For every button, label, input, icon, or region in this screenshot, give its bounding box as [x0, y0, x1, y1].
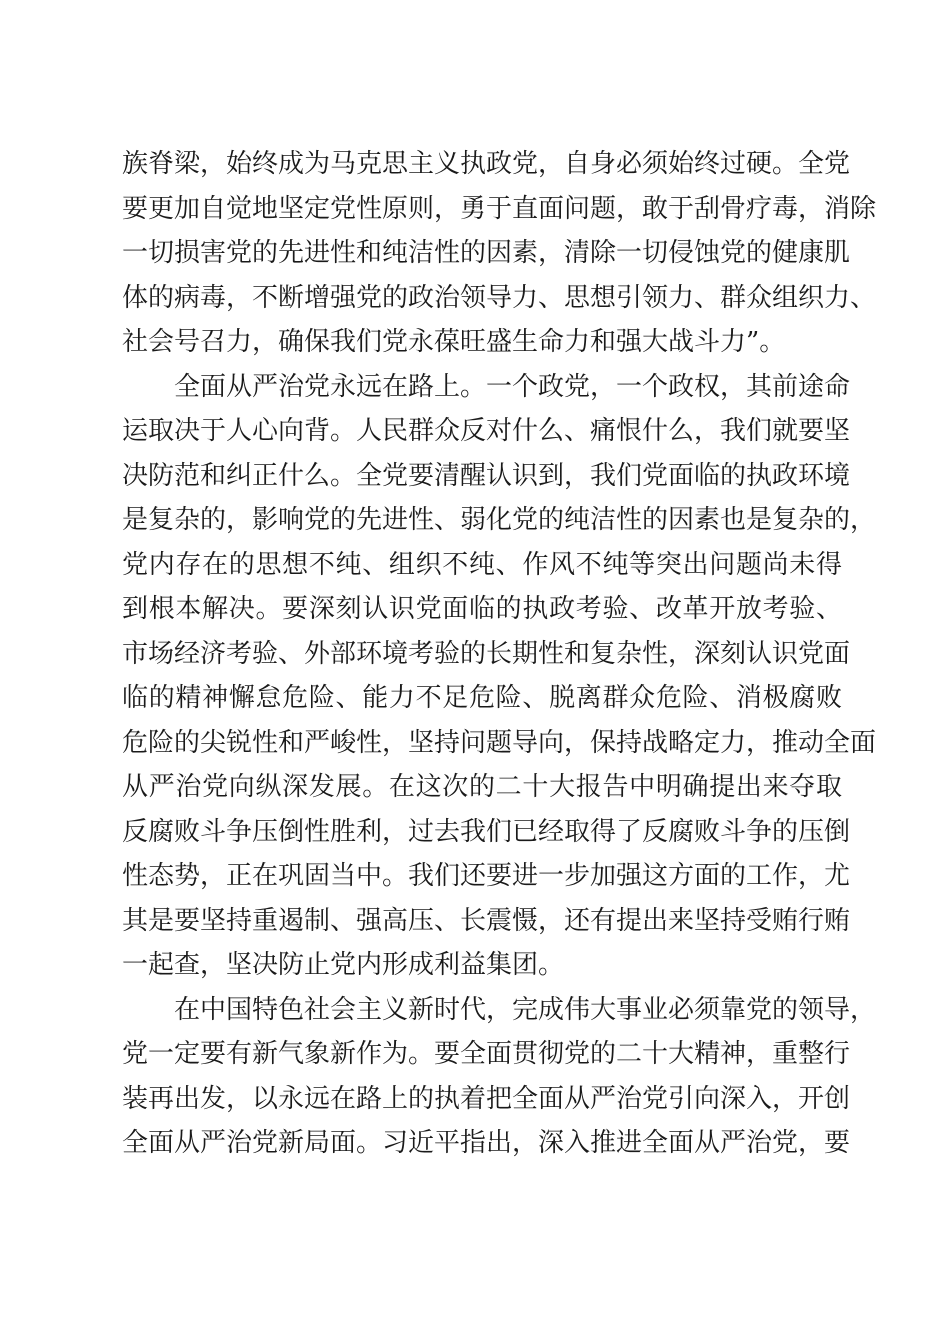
text-line: 党内存在的思想不纯、组织不纯、作风不纯等突出问题尚未得	[122, 549, 842, 580]
text-line: 从严治党向纵深发展。在这次的二十大报告中明确提出来夺取	[122, 772, 842, 802]
text-line: 体的病毒，不断增强党的政治领导力、思想引领力、群众组织力、	[122, 282, 877, 313]
document-body	[122, 142, 877, 1166]
paragraph-end-line: 一起查，坚决防止党内形成利益集团。	[122, 950, 565, 980]
text-line: 运取决于人心向背。人民群众反对什么、痛恨什么，我们就要坚	[122, 416, 851, 446]
text-line: 族脊梁，始终成为马克思主义执政党，自身必须始终过硬。全党	[122, 149, 851, 179]
text-line: 是复杂的，影响党的先进性、弱化党的纯洁性的因素也是复杂的，	[122, 505, 877, 535]
text-line: 反腐败斗争压倒性胜利，过去我们已经取得了反腐败斗争的压倒	[122, 816, 851, 847]
paragraph-first-line: 全面从严治党永远在路上。一个政党，一个政权，其前途命	[174, 371, 851, 402]
text-line: 其是要坚持重遏制、强高压、长震慑，还有提出来坚持受贿行贿	[122, 905, 851, 936]
text-line: 要更加自觉地坚定党性原则，勇于直面问题，敢于刮骨疗毒，消除	[122, 193, 877, 224]
text-line: 危险的尖锐性和严峻性，坚持问题导向，保持战略定力，推动全面	[122, 727, 877, 758]
text-line: 全面从严治党新局面。习近平指出，深入推进全面从严治党，要	[122, 1128, 851, 1158]
paragraph-end-line: 社会号召力，确保我们党永葆旺盛生命力和强大战斗力”。	[122, 327, 786, 357]
paragraph-first-line: 在中国特色社会主义新时代，完成伟大事业必须靠党的领导，	[174, 994, 877, 1025]
text-line: 装再出发，以永远在路上的执着把全面从严治党引向深入，开创	[122, 1083, 851, 1114]
text-line: 性态势，正在巩固当中。我们还要进一步加强这方面的工作，尤	[122, 861, 851, 891]
text-line: 决防范和纠正什么。全党要清醒认识到，我们党面临的执政环境	[122, 460, 851, 491]
text-line: 到根本解决。要深刻认识党面临的执政考验、改革开放考验、	[122, 594, 842, 624]
text-line: 一切损害党的先进性和纯洁性的因素，清除一切侵蚀党的健康肌	[122, 238, 851, 268]
text-line: 临的精神懈怠危险、能力不足危险、脱离群众危险、消极腐败	[122, 683, 842, 713]
text-line: 党一定要有新气象新作为。要全面贯彻党的二十大精神，重整行	[122, 1039, 851, 1069]
text-line: 市场经济考验、外部环境考验的长期性和复杂性，深刻认识党面	[122, 638, 851, 669]
